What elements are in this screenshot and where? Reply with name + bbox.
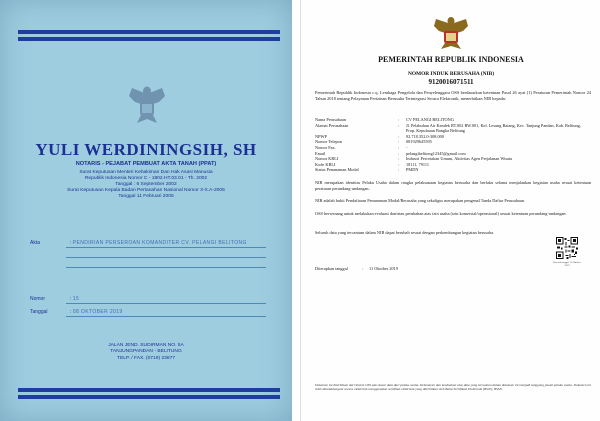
issued-date: 11 Oktober 2019 [369, 266, 398, 271]
colon: : [398, 122, 400, 128]
nomor-underline [66, 303, 266, 304]
notary-name: YULI WERDININGSIH, SH [35, 140, 257, 159]
colon: : [398, 161, 400, 167]
colon: : [398, 150, 400, 156]
garuda-emblem-icon [431, 14, 471, 52]
colon: : [398, 117, 400, 122]
nomor-value: 15 [72, 296, 80, 302]
decree-line: Surat Keputusan Menteri Kehakiman Dan Hak Asasi Manusia [79, 170, 213, 175]
tanggal-value: 08 OKTOBER 2019 [72, 309, 123, 315]
akta-underline [66, 267, 266, 268]
info-key: Nomor Fax. [315, 144, 336, 150]
bottom-rule-2 [18, 395, 280, 399]
company-info [315, 117, 591, 173]
qr-code-icon [556, 237, 578, 259]
colon: : [70, 309, 72, 315]
info-row [315, 123, 591, 134]
footer-note: Dokumen ini diterbitkan dari Sistem OSS atas dasar data dari pelaku usaha. Kebenaran dan keabsahan atas data yang tercantum dalam dokumen ini menjadi tanggung jawab pelaku usaha. Dokumen ini telah ditandatangani secara elektronik menggunakan sertifikat elektronik yang diterbitkan oleh Balai Sertifikasi Elektronik (BSrE), BSSN. [315, 383, 591, 392]
akta-field [30, 240, 247, 246]
nomor-field [30, 296, 79, 302]
nomor-label: Nomor [30, 296, 46, 302]
decree-line: Tanggal 11 Februari 2005 [118, 194, 174, 200]
government-title: PEMERINTAH REPUBLIK INDONESIA [378, 55, 524, 64]
notary-cover [0, 0, 292, 421]
info-value: 92.718.352.0-308.000 [406, 133, 444, 139]
notary-title: NOTARIS - PEJABAT PEMBUAT AKTA TANAH (PPAT) [75, 161, 217, 167]
info-key: Nama Perusahaan [315, 117, 346, 122]
info-value: CV PELANGI BELITONG [406, 117, 454, 122]
nib-paragraph: OSS berwenang untuk melakukan evaluasi dan/atau perubahan atas izin usaha (izin komersial/operasional) sesuai ketentuan perundang-undangan. [315, 211, 567, 216]
address-line: TELP. / FAX. (0719) 23877 [116, 355, 176, 361]
info-key: Status Penanaman Modal [315, 167, 359, 173]
qr-caption: Dicetak tanggal 11 Oktober 2019 [553, 261, 581, 267]
akta-underline [66, 257, 266, 258]
address-line: TANJUNGPANDAN - BELITUNG [110, 349, 182, 355]
info-value: - [406, 144, 408, 150]
nib-number: 9120016071511 [428, 78, 474, 86]
tanggal-underline [66, 316, 266, 317]
akta-underline [66, 247, 266, 248]
colon: : [398, 133, 400, 139]
nib-paragraph: Seluruh data yang tercantum dalam NIB dapat berubah sesuai dengan perkembangan kegiatan berusaha. [315, 230, 495, 235]
info-value: Industri Percetakan Umum, Aktivitas Agen Perjalanan Wisata [406, 156, 513, 162]
colon: : [361, 266, 364, 271]
colon: : [398, 167, 400, 173]
info-key: NPWP [315, 133, 327, 139]
address-line: JALAN JEND. SUDIRMAN NO. 5A [108, 343, 184, 348]
info-value: 18111, 79111 [406, 161, 429, 167]
bottom-rule-1 [18, 388, 280, 392]
intro-paragraph: Pemerintah Republik Indonesia c.q. Lembaga Pengelola dan Penyelenggara OSS berdasarkan ketentuan Pasal 26 ayat (1) Peraturan Pemerintah Nomor 24 Tahun 2018 tentang Pelayanan Perizinan Berusaha Terintegrasi Secara Elektronik, menerbitkan NIB kepada: [315, 90, 591, 101]
nib-paragraph: NIB adalah bukti Pendaftaran Penanaman Modal/Berusaha yang sekaligus merupakan pengenal Tanda Daftar Perusahaan. [315, 198, 525, 203]
decree-line: Republik Indonesia Nomor C - 1802.HT.03.01 - Th. 2002 [84, 176, 208, 182]
akta-label: Akta [30, 240, 41, 246]
decree-line: Tanggal : 6 September 2002 [115, 182, 177, 188]
nib-title: NOMOR INDUK BERUSAHA (NIB) [407, 71, 495, 77]
akta-value: PENDIRIAN PERSEROAN KOMANDITER CV. PELANGI BELITONG [72, 240, 247, 246]
colon: : [70, 296, 72, 302]
colon: : [70, 240, 72, 246]
nib-document [300, 0, 600, 421]
info-value: 081929645595 [406, 139, 432, 145]
colon: : [398, 144, 400, 150]
info-row [315, 167, 591, 173]
colon: : [398, 139, 400, 145]
decree-line: Surat Keputusan Kepala Badan Pertanahan Nasional Nomor 3-X.A-2005 [67, 188, 225, 194]
top-rule-2 [18, 37, 280, 41]
issued-line [315, 266, 398, 271]
info-key: Nomor Telepon [315, 139, 342, 145]
notary-address [0, 343, 292, 362]
nib-paragraph: NIB merupakan identitas Pelaku Usaha dalam rangka pelaksanaan kegiatan berusaha dan berlaku selama menjalankan kegiatan usaha sesuai ketentuan peraturan perundang-undangan. [315, 180, 591, 191]
info-key: Email [315, 150, 326, 156]
garuda-emblem-icon [126, 82, 168, 126]
info-key: Nomor KBLI [315, 156, 339, 162]
colon: : [398, 156, 400, 162]
tanggal-field [30, 309, 123, 315]
info-key: Kode KBLI [315, 161, 336, 167]
info-value: pelangibelitong12345@gmail.com [406, 150, 466, 156]
decree-block [0, 170, 292, 200]
info-key: Alamat Perusahaan [315, 122, 349, 128]
top-rule-1 [18, 30, 280, 34]
info-value: PMDN [406, 167, 419, 173]
issued-label: Diterapkan tanggal [315, 266, 348, 271]
tanggal-label: Tanggal [30, 309, 48, 315]
info-value: Jl. Pelabuhan Air Kendek RT.002 RW.001, Kel. Lesung Batang, Kec. Tanjung Pandan, Kab. Belitung, Prop. Kepulauan Bangka Belitung [406, 122, 581, 134]
